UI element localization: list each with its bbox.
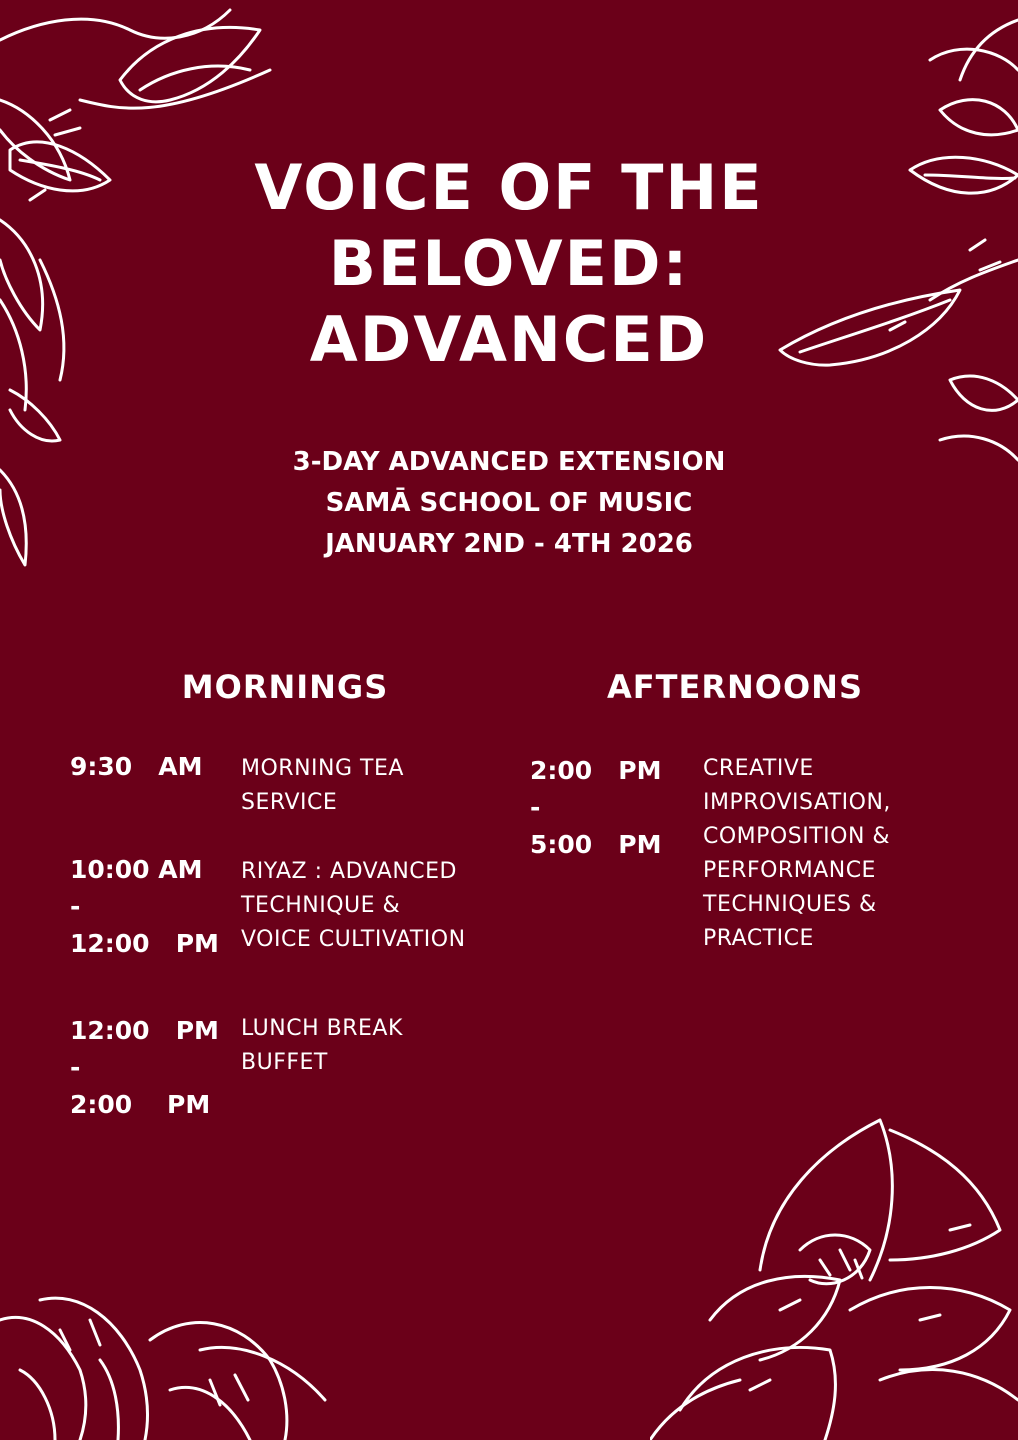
title-line: BELOVED: [328,227,690,300]
schedule-time: 2:00 PM - 5:00 PM [530,756,662,859]
poster-title [0,150,1018,378]
event-info [0,442,1018,565]
event-subtitle: 3-DAY ADVANCED EXTENSION [292,447,726,477]
title-line: VOICE OF THE [254,151,764,224]
schedule-time: 9:30 AM [70,752,203,781]
title-line: ADVANCED [309,303,709,376]
schedule-description: MORNING TEA SERVICE [241,756,404,815]
schedule-time: 10:00 AM - 12:00 PM [70,855,219,958]
event-school: SAMĀ SCHOOL OF MUSIC [325,488,693,518]
event-dates: JANUARY 2ND - 4TH 2026 [325,529,693,559]
lotus-illustration-bottom-right [650,1110,1018,1440]
mornings-heading: MORNINGS [181,668,389,706]
lotus-illustration-bottom-left [0,1290,330,1440]
schedule-description: CREATIVE IMPROVISATION, COMPOSITION & PERFORMANCE TECHNIQUES & PRACTICE [703,756,891,951]
schedule-time: 12:00 PM - 2:00 PM [70,1016,219,1119]
schedule-description: LUNCH BREAK BUFFET [241,1016,403,1075]
afternoons-heading: AFTERNOONS [607,668,863,706]
schedule-description: RIYAZ : ADVANCED TECHNIQUE & VOICE CULTIVATION [241,859,466,952]
